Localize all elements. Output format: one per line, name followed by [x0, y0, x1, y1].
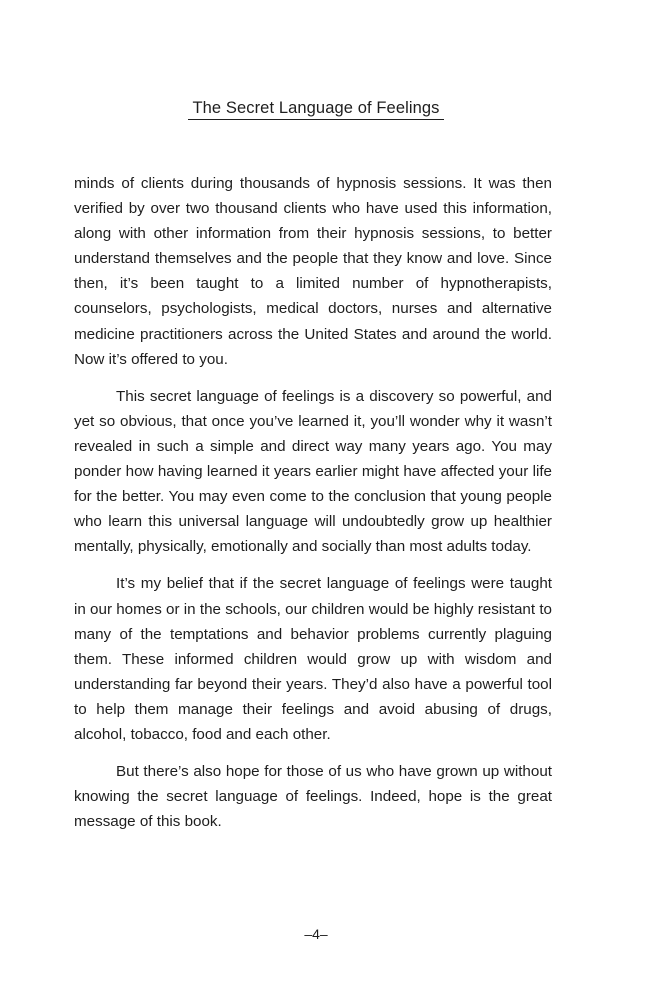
- paragraph: This secret language of feelings is a discovery so powerful, and yet so obvious, that once you’ve learned it, you’ll wonder why it wasn’t revealed in such a simple and direct way many years ago. You may ponder how having learned it years earlier might have affected your life for the better. You may even come to the conclusion that young people who learn this universal language will undoubtedly grow up healthier mentally, physically, emotionally and socially than most adults today.: [74, 387, 552, 556]
- page-number: –4–: [304, 926, 328, 942]
- paragraph: It’s my belief that if the secret language of feelings were taught in our homes or in the schools, our children would be highly resistant to many of the temptations and behavior problems currently plaguing them. These informed children would grow up with wisdom and understanding far beyond their years. They’d also have a powerful tool to help them manage their feelings and avoid abusing of drugs, alcohol, tobacco, food and each other.: [74, 575, 552, 743]
- running-head: [0, 99, 632, 120]
- paragraph: But there’s also hope for those of us who have grown up without knowing the secret language of feelings. Indeed, hope is the great message of this book.: [74, 763, 552, 831]
- running-head-title: The Secret Language of Feelings: [188, 99, 443, 120]
- body-text: [74, 171, 552, 846]
- paragraph-continuation: minds of clients during thousands of hypnosis sessions. It was then verified by over two thousand clients who have used this information, along with other information from their hypnosis sessions, to better understand themselves and the people that they know and love. Since then, it’s been taught to a limited number of hypnotherapists, counselors, psychologists, medical doctors, nurses and alternative medicine practitioners across the United States and around the world. Now it’s offered to you.: [74, 175, 552, 368]
